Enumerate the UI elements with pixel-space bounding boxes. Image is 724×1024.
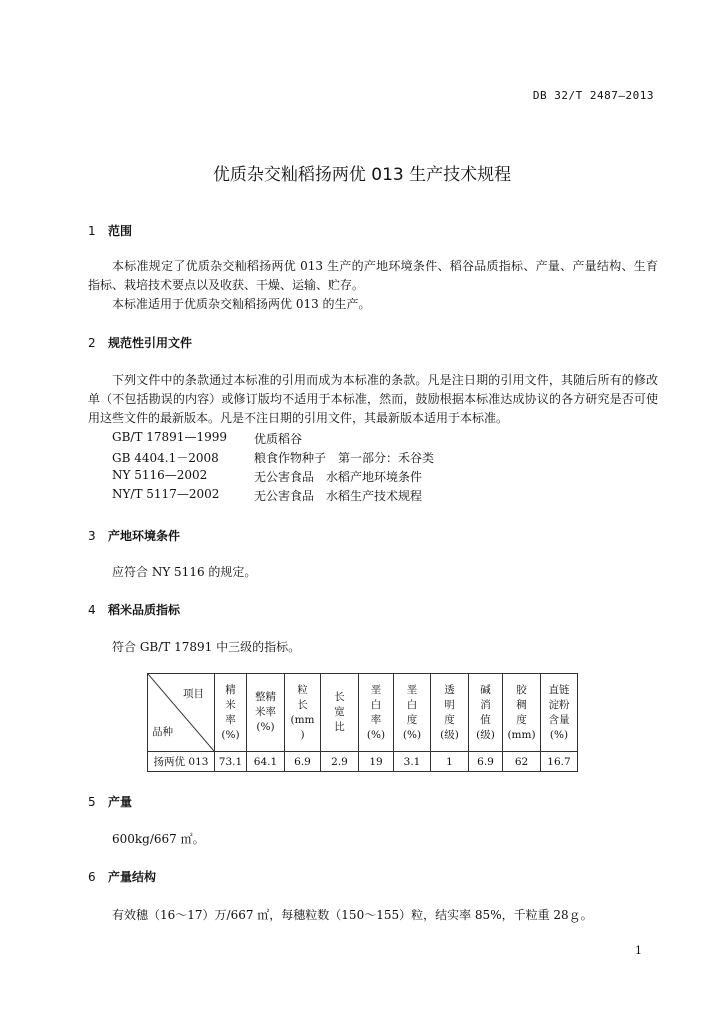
header-line: 长: [334, 691, 345, 703]
column-header: [285, 674, 321, 752]
section-title: 产量结构: [108, 870, 157, 884]
table-row: [148, 752, 578, 772]
header-line: 淀粉: [548, 698, 570, 711]
section-4-heading: [88, 601, 180, 618]
header-line: 碱: [480, 683, 491, 696]
header-line: 胶: [516, 683, 527, 696]
section-1-heading: [88, 222, 132, 239]
column-header: [503, 674, 541, 752]
header-line: (%): [549, 728, 569, 741]
variety-cell: 扬两优 013: [148, 752, 215, 772]
section-number: 2: [88, 336, 96, 350]
reference-title: 粮食作物种子 第一部分：禾谷类: [254, 451, 435, 465]
value-cell: 16.7: [541, 752, 578, 772]
header-line: (mm): [507, 728, 536, 741]
header-line: 粒: [297, 683, 308, 696]
yield-structure-text: 有效穗（16～17）万/667 ㎡，每穗粒数（150～155）粒，结实率 85%，千粒重 28ｇ。: [112, 908, 593, 922]
header-line: ): [300, 728, 305, 741]
section-number: 4: [88, 603, 96, 617]
column-header: [247, 674, 285, 752]
section-6-heading: [88, 868, 156, 885]
header-line: 直链: [548, 683, 570, 696]
column-header: [215, 674, 247, 752]
header-line: 度: [406, 713, 418, 726]
value-cell: 64.1: [247, 752, 285, 772]
section-title: 规范性引用文件: [108, 336, 193, 350]
header-line: 白: [406, 698, 418, 711]
header-line: 明: [444, 698, 455, 711]
header-line: (级): [476, 728, 495, 741]
section-number: 5: [88, 795, 96, 809]
value-cell: 6.9: [285, 752, 321, 772]
scope-paragraph-1: 本标准规定了优质杂交籼稻扬两优 013 生产的产地环境条件、稻谷品质指标、产量、产量结构、生育指标、栽培技术要点以及收获、干燥、运输、贮存。: [88, 259, 658, 292]
column-header: [394, 674, 431, 752]
header-line: 透: [444, 683, 455, 696]
value-cell: 2.9: [321, 752, 359, 772]
references-intro: 下列文件中的条款通过本标准的引用而成为本标准的条款。凡是注日期的引用文件，其随后所有的修改单（不包括勘误的内容）或修订版均不适用于本标准，然而，鼓励根据本标准达成协议的各方研究是否可使用这些文件的最新版本。凡是不注日期的引用文件，其最新版本适用于本标准。: [88, 373, 658, 425]
column-header: [469, 674, 503, 752]
value-cell: 6.9: [469, 752, 503, 772]
quality-table: [147, 673, 578, 772]
section-title: 范围: [108, 224, 133, 238]
section-number: 6: [88, 870, 96, 884]
header-line: 白: [370, 698, 382, 711]
header-line: 消: [480, 698, 491, 711]
page-number: 1: [635, 944, 642, 957]
header-line: 率: [225, 713, 236, 726]
section-number: 3: [88, 529, 96, 543]
header-line: 稠: [516, 698, 527, 711]
header-line: 米率: [255, 706, 276, 718]
value-cell: 19: [359, 752, 394, 772]
standard-code: DB 32/T 2487—2013: [532, 89, 654, 102]
value-cell: 62: [503, 752, 541, 772]
environment-text: 应符合 NY 5116 的规定。: [112, 565, 257, 579]
header-line: 率: [370, 713, 382, 726]
section-5-heading: [88, 793, 132, 810]
reference-title: 无公害食品 水稻生产技术规程: [254, 489, 423, 503]
header-line: 垩: [370, 683, 382, 696]
header-line: 垩: [406, 683, 418, 696]
value-cell: 3.1: [394, 752, 431, 772]
header-line: (mm: [290, 713, 315, 726]
value-cell: 1: [431, 752, 469, 772]
section-number: 1: [88, 224, 96, 238]
header-line: 比: [334, 721, 345, 733]
section-title: 稻米品质指标: [108, 603, 181, 617]
header-line: 含量: [548, 713, 570, 726]
header-line: 精: [225, 683, 236, 696]
reference-code: NY 5116—2002: [112, 468, 208, 482]
diagonal-divider: [148, 674, 214, 751]
column-header: [359, 674, 394, 752]
scope-paragraph-2: 本标准适用于优质杂交籼稻扬两优 013 的生产。: [112, 297, 371, 311]
column-header: [321, 674, 359, 752]
section-title: 产量: [108, 795, 133, 809]
header-line: 宽: [334, 706, 345, 718]
section-2-heading: [88, 334, 192, 351]
header-line: 米: [225, 698, 236, 711]
column-header: [431, 674, 469, 752]
header-line: 度: [444, 713, 455, 726]
reference-title: 优质稻谷: [254, 432, 303, 446]
header-line: 度: [516, 713, 527, 726]
reference-title: 无公害食品 水稻产地环境条件: [254, 470, 423, 484]
section-3-heading: [88, 527, 180, 544]
reference-code: GB 4404.1－2008: [112, 451, 219, 465]
quality-text: 符合 GB/T 17891 中三级的指标。: [112, 640, 301, 654]
corner-label-variety: 品种: [152, 726, 173, 738]
reference-code: GB/T 17891—1999: [112, 430, 227, 444]
reference-code: NY/T 5117—2002: [112, 487, 220, 501]
column-header: [541, 674, 578, 752]
page-title: 优质杂交籼稻扬两优 013 生产技术规程: [212, 165, 512, 185]
corner-label-item: 项目: [183, 688, 204, 700]
header-line: (级): [440, 728, 459, 741]
header-line: 整精: [255, 691, 276, 703]
header-line: (%): [402, 728, 422, 741]
table-corner-cell: [148, 674, 215, 752]
section-title: 产地环境条件: [108, 529, 181, 543]
header-line: (%): [221, 728, 240, 741]
header-line: 长: [297, 698, 308, 711]
yield-text: 600kg/667 ㎡。: [112, 832, 205, 846]
table-header-row: [148, 674, 578, 752]
value-cell: 73.1: [215, 752, 247, 772]
header-line: 值: [480, 713, 491, 726]
header-line: (%): [256, 721, 275, 733]
header-line: (%): [366, 728, 386, 741]
